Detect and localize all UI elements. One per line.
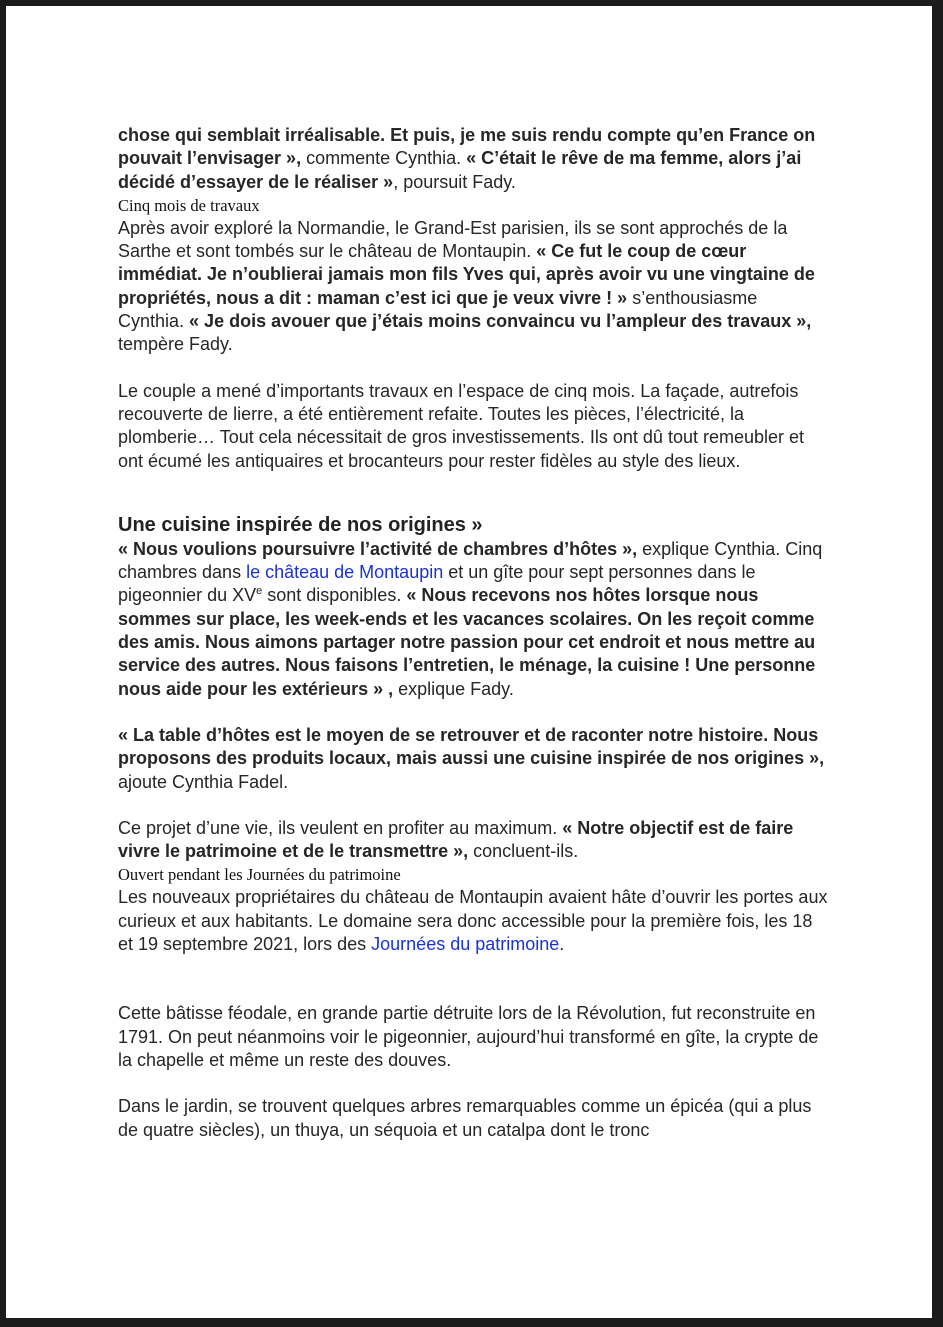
paragraph-montaupin-discovery <box>118 217 828 357</box>
quote-text: « Nous recevons nos hôtes lorsque nous sommes sur place, les week-ends et les vacances scolaires. On les reçoit comme des amis. Nous aimons partager notre passion pour cet endroit et nous mettre au service des autres. Nous faisons l’entretien, le ménage, la cuisine ! Une personne nous aide pour les extérieurs » , <box>118 585 816 699</box>
quote-text: « Nous voulions poursuivre l’activité de chambres d’hôtes », <box>118 538 638 559</box>
body-text: . <box>559 934 565 955</box>
paragraph-batisse-feodale: Cette bâtisse féodale, en grande partie détruite lors de la Révolution, fut reconstruite en 1791. On peut néanmoins voir le pigeonnier, aujourd’hui transformé en gîte, la crypte de la chapelle et même un reste des douves. <box>118 1003 819 1070</box>
body-text: concluent-ils. <box>468 841 579 862</box>
body-text: , poursuit Fady. <box>393 171 516 192</box>
link-chateau-montaupin[interactable]: le château de Montaupin <box>246 562 444 583</box>
body-text: explique Fady. <box>393 678 514 699</box>
superscript: e <box>256 585 263 598</box>
body-text: Après avoir exploré la Normandie, le Grand-Est parisien, ils se sont approchés de la Sarthe et sont tombés sur le château de Montaupin. <box>118 217 788 262</box>
section-heading-travaux: Cinq mois de travaux <box>118 195 260 215</box>
body-text: explique Cynthia. Cinq chambres dans <box>118 538 823 583</box>
body-text: Les nouveaux propriétaires du château de Montaupin avaient hâte d’ouvrir les portes aux curieux et aux habitants. Le domaine sera donc accessible pour la première fois, les 18 et 19 septembre 2021, lors des <box>118 887 828 955</box>
quote-text: « La table d’hôtes est le moyen de se retrouver et de raconter notre histoire. Nous proposons des produits locaux, mais aussi une cuisine inspirée de nos origines », <box>118 724 825 769</box>
quote-text: chose qui semblait irréalisable. Et puis, je me suis rendu compte qu’en France on pouvait l’envisager », <box>118 125 816 169</box>
paragraph-travaux: Le couple a mené d’importants travaux en l’espace de cinq mois. La façade, autrefois recouverte de lierre, a été entièrement refaite. Toutes les pièces, l’électricité, la plomberie… Tout cela nécessitait de gros investissements. Ils ont dû tout remeubler et ont écumé les antiquaires et brocanteurs pour rester fidèles au style des lieux. <box>118 380 805 471</box>
body-text: et un gîte pour sept personnes dans le pigeonnier du XV <box>118 562 756 606</box>
body-text: commente Cynthia. <box>301 148 467 169</box>
body-text: s’enthousiasme Cynthia. <box>118 287 758 332</box>
section-heading-patrimoine: Ouvert pendant les Journées du patrimoine <box>118 865 401 885</box>
paragraph-chambres-hotes <box>118 538 828 701</box>
paragraph-projet-vie <box>118 817 828 864</box>
quote-text: « Ce fut le coup de cœur immédiat. Je n’oublierai jamais mon fils Yves qui, après avoir vu une vingtaine de propriétés, nous a dit : maman c’est ici que je veux vivre ! » <box>118 241 815 308</box>
body-text: tempère Fady. <box>118 334 233 355</box>
paragraph-jardin: Dans le jardin, se trouvent quelques arbres remarquables comme un épicéa (qui a plus de quatre siècles), un thuya, un séquoia et un catalpa dont le tronc <box>118 1096 812 1140</box>
body-text: Ce projet d’une vie, ils veulent en profiter au maximum. <box>118 817 563 838</box>
document-page <box>6 6 932 1318</box>
body-text: ajoute Cynthia Fadel. <box>118 771 289 792</box>
quote-text: « C’était le rêve de ma femme, alors j’ai décidé d’essayer de le réaliser » <box>118 148 802 192</box>
article-body <box>118 124 828 1142</box>
quote-text: « Je dois avouer que j’étais moins convaincu vu l’ampleur des travaux », <box>189 311 812 332</box>
quote-text: « Notre objectif est de faire vivre le patrimoine et de le transmettre », <box>118 817 794 862</box>
body-text: sont disponibles. <box>262 585 407 606</box>
paragraph-journees-patrimoine <box>118 886 828 956</box>
paragraph-table-hotes <box>118 724 828 794</box>
link-journees-patrimoine[interactable]: Journées du patrimoine <box>371 934 560 955</box>
section-heading-cuisine: Une cuisine inspirée de nos origines » <box>118 513 483 536</box>
paragraph-quote-intro <box>118 124 828 194</box>
